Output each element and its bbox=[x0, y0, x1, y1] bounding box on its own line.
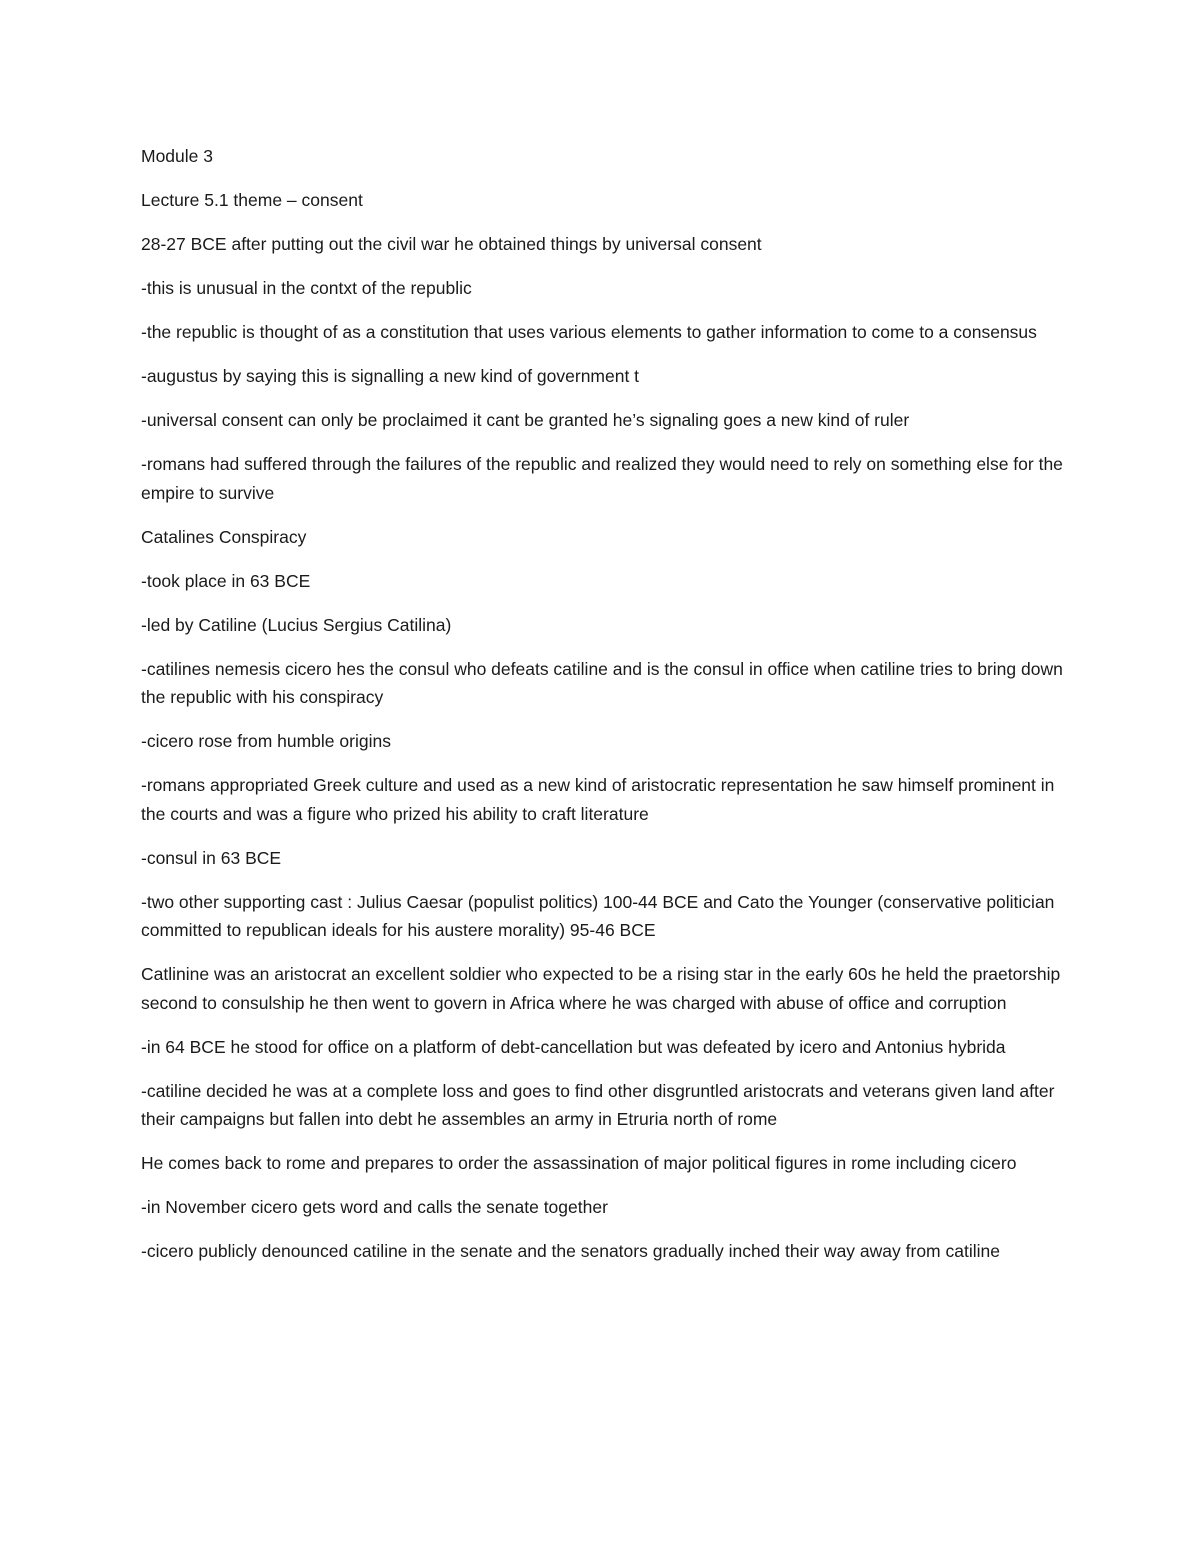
note-paragraph: -the republic is thought of as a constitution that uses various elements to gather information to come to a consensus bbox=[141, 322, 1037, 342]
note-paragraph: 28-27 BCE after putting out the civil war he obtained things by universal consent bbox=[141, 234, 762, 254]
note-paragraph: He comes back to rome and prepares to order the assassination of major political figures in rome including cicero bbox=[141, 1153, 1017, 1173]
note-paragraph: -this is unusual in the contxt of the republic bbox=[141, 278, 472, 298]
module-heading: Module 3 bbox=[141, 146, 213, 166]
note-paragraph: -consul in 63 BCE bbox=[141, 847, 282, 868]
document-body bbox=[141, 142, 1066, 1281]
note-paragraph: -cicero publicly denounced catiline in the senate and the senators gradually inched their way away from catiline bbox=[141, 1241, 1000, 1261]
note-paragraph: -took place in 63 BCE bbox=[141, 570, 311, 591]
lecture-heading: Lecture 5.1 theme – consent bbox=[141, 190, 363, 210]
note-paragraph: -catilines nemesis cicero hes the consul who defeats catiline and is the consul in office when catiline tries to bring down the republic with his conspiracy bbox=[141, 658, 1063, 707]
note-paragraph: -augustus by saying this is signalling a new kind of government t bbox=[141, 366, 640, 386]
note-paragraph: -in 64 BCE he stood for office on a platform of debt-cancellation but was defeated by icero and Antonius hybrida bbox=[141, 1036, 1006, 1057]
section-heading: Catalines Conspiracy bbox=[141, 526, 307, 547]
note-paragraph: -in November cicero gets word and calls the senate together bbox=[141, 1197, 608, 1217]
note-paragraph: -romans had suffered through the failures of the republic and realized they would need to rely on something else for the empire to survive bbox=[141, 454, 1063, 503]
note-paragraph: Catlinine was an aristocrat an excellent soldier who expected to be a rising star in the early 60s he held the praetorship second to consulship he then went to govern in Africa where he was charged with abuse of office and corruption bbox=[141, 964, 1061, 1013]
note-paragraph: -cicero rose from humble origins bbox=[141, 731, 391, 751]
note-paragraph: -universal consent can only be proclaimed it cant be granted he’s signaling goes a new kind of ruler bbox=[141, 410, 910, 430]
note-paragraph: -led by Catiline (Lucius Sergius Catilina) bbox=[141, 614, 452, 635]
note-paragraph: -two other supporting cast : Julius Caesar (populist politics) 100-44 BCE and Cato the Younger (conservative politician committed to republican ideals for his austere morality) 95-46 BCE bbox=[141, 891, 1055, 940]
note-paragraph: -romans appropriated Greek culture and used as a new kind of aristocratic representation he saw himself prominent in the courts and was a figure who prized his ability to craft literature bbox=[141, 775, 1055, 824]
note-paragraph: -catiline decided he was at a complete loss and goes to find other disgruntled aristocrats and veterans given land after their campaigns but fallen into debt he assembles an army in Etruria north of rome bbox=[141, 1080, 1055, 1129]
